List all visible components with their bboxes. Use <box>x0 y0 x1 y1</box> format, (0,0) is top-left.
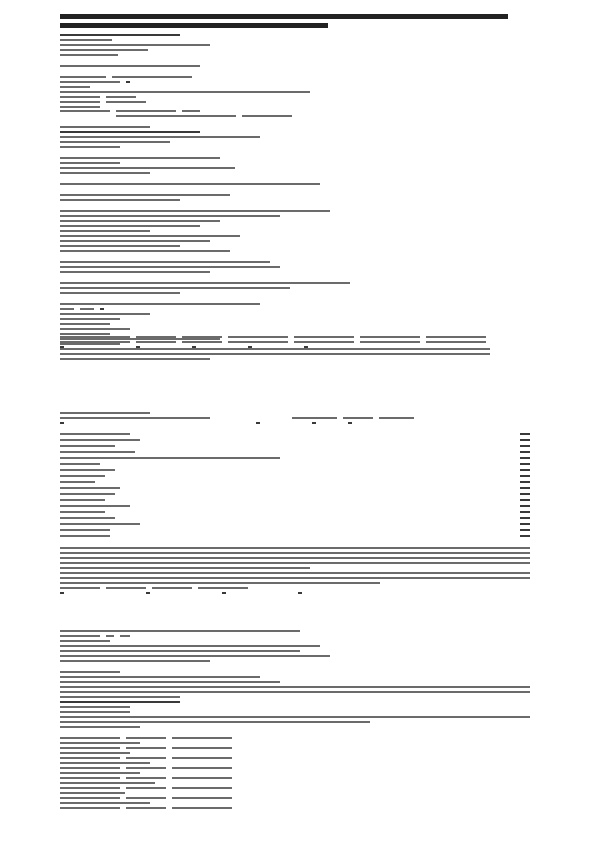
bottom-checklist <box>60 737 530 809</box>
page-title <box>60 14 530 32</box>
middle-list <box>60 412 530 597</box>
signature-row <box>60 110 530 120</box>
list-items <box>60 433 530 537</box>
bottom-section <box>60 630 530 812</box>
top-table <box>60 336 530 351</box>
numbered-paragraphs <box>60 126 530 363</box>
header-fields <box>60 34 530 111</box>
